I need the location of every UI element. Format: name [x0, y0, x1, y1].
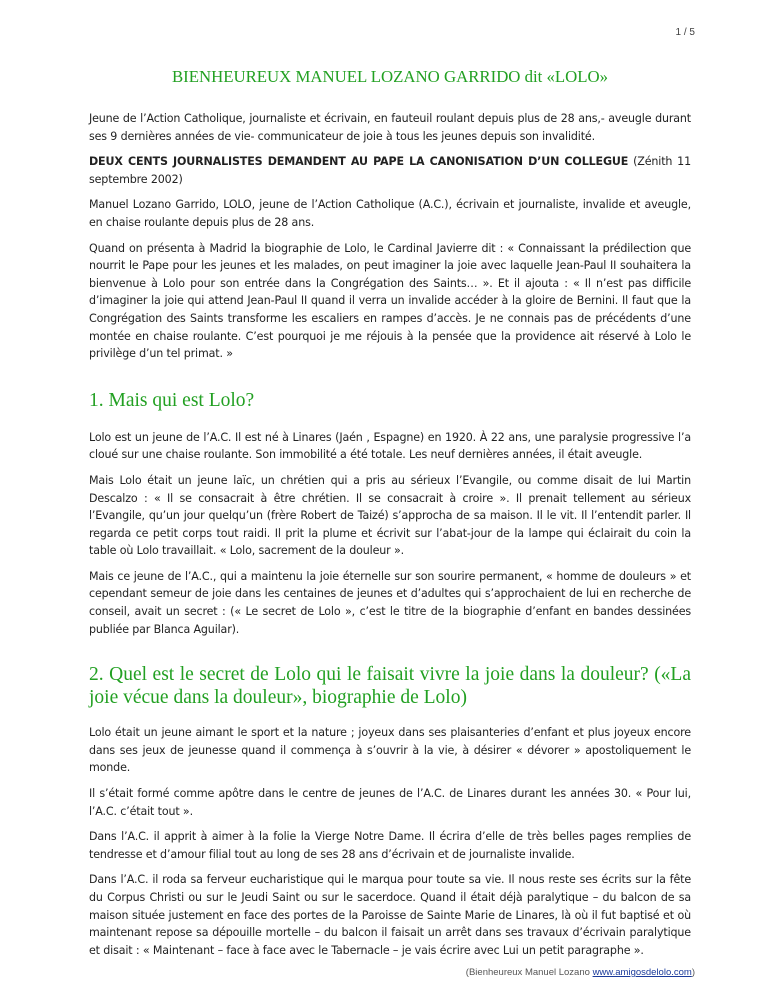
paragraph: Lolo est un jeune de l’A.C. Il est né à Linares (Jaén , Espagne) en 1920. À 22 ans, une paralysie progressive l’a cloué sur une chaise roulante. Son immobilité a été totale. Les neuf dernières années, il était aveugle.: [89, 430, 691, 462]
page-footer: [466, 967, 695, 978]
page-number: 1 / 5: [675, 27, 695, 38]
headline-bold: DEUX CENTS JOURNALISTES DEMANDENT AU PAPE LA CANONISATION D’UN COLLEGUE: [89, 155, 629, 169]
section-1-heading: 1. Mais qui est Lolo?: [89, 389, 255, 411]
section-2-heading: 2. Quel est le secret de Lolo qui le faisait vivre la joie dans la douleur? («La joie vécue dans la douleur», biographie de Lolo): [89, 664, 691, 709]
paragraph: Mais ce jeune de l’A.C., qui a maintenu la joie éternelle sur son sourire permanent, « homme de douleurs » et cependant semeur de joie dans les centaines de jeunes et d’adultes qui s’approchaient de lui en recherche de conseil, avait un secret : (« Le secret de Lolo », c’est le titre de la biographie d’enfant en bandes dessinées publiée par Blanca Aguilar).: [89, 569, 691, 636]
paragraph: Manuel Lozano Garrido, LOLO, jeune de l’Action Catholique (A.C.), écrivain et journaliste, invalide et aveugle, en chaise roulante depuis plus de 28 ans.: [89, 198, 691, 229]
paragraph: Dans l’A.C. il apprit à aimer à la folie la Vierge Notre Dame. Il écrira d’elle de très belles pages remplies de tendresse et d’amour filial tout au long de ses 28 ans d’écrivain et de journaliste invalide.: [89, 830, 691, 861]
headline-source: (Zénith 11 septembre 2002): [89, 155, 691, 186]
intro-paragraph: Jeune de l’Action Catholique, journaliste et écrivain, en fauteuil roulant depuis plus de 28 ans,- aveugle durant ses 9 dernières années de vie- communicateur de joie à tous les jeunes depuis son invalidité.: [89, 112, 691, 143]
footer-link[interactable]: www.amigosdelolo.com: [592, 967, 692, 978]
paragraph: Dans l’A.C. il roda sa ferveur eucharistique qui le marqua pour toute sa vie. Il nous reste ses écrits sur la fête du Corpus Christi ou sur le Jeudi Saint ou sur le sacerdoce. Quand il était déjà paralytique – du balcon de sa maison située justement en face des portes de la Paroisse de Sainte Marie de Linares, là où il fut baptisé et où maintenant repose sa dépouille mortelle – du balcon il faisait un arrêt dans ses travaux d’écrivain paralytique et disait : « Maintenant – face à face avec le Tabernacle – je vais écrire avec Lui un petit paragraphe ».: [89, 873, 691, 957]
footer-text: (Bienheureux Manuel Lozano: [465, 967, 593, 978]
footer-close: ): [691, 967, 695, 978]
headline-paragraph: [89, 153, 691, 188]
document-body: [89, 66, 691, 967]
paragraph: Il s’était formé comme apôtre dans le centre de jeunes de l’A.C. de Linares durant les années 30. « Pour lui, l’A.C. c’était tout ».: [89, 787, 691, 818]
paragraph: Lolo était un jeune aimant le sport et la nature ; joyeux dans ses plaisanteries d’enfant et plus joyeux encore dans ses jeux de jeunesse quand il commença à s’ouvrir à la vie, à désirer « dévorer » apostoliquement le monde.: [89, 726, 691, 775]
paragraph: Quand on présenta à Madrid la biographie de Lolo, le Cardinal Javierre dit : « Connaissant la prédilection que nourrit le Pape pour les jeunes et les malades, on peut imaginer la joie avec laquelle Jean-Paul II souhaitera la bienvenue à Lolo pour son entrée dans la Congrégation des Saints… ». Et il ajouta : « Il n’est pas difficile d’imaginer la joie qui attend Jean-Paul II quand il verra un invalide accéder à la gloire de Bernini. Il faut que la Congrégation des Saints transforme les escaliers en rampes d’accès. Je ne connais pas de précédents d’une montée en chaise roulante. C’est pourquoi je me réjouis à la pensée que la providence ait réservé à Lolo le privilège d’un tel primat. »: [89, 241, 691, 361]
paragraph: Mais Lolo était un jeune laïc, un chrétien qui a pris au sérieux l’Evangile, ou comme disait de lui Martin Descalzo : « Il se consacrait à être chrétien. Il se consacrait à croire ». Il prenait tellement au sérieux l’Evangile, qu’un jour quelqu’un (frère Robert de Taizé) s’approcha de sa maison. Il le vit. Il l’entendit parler. Il regarda ce petit corps tout raidi. Il prit la plume et écrivit sur l’abat-jour de la lampe qui éclairait du coin la table où Lolo travaillait. « Lolo, sacrement de la douleur ».: [89, 473, 691, 558]
document-title: BIENHEUREUX MANUEL LOZANO GARRIDO dit «LOLO»: [171, 67, 609, 86]
